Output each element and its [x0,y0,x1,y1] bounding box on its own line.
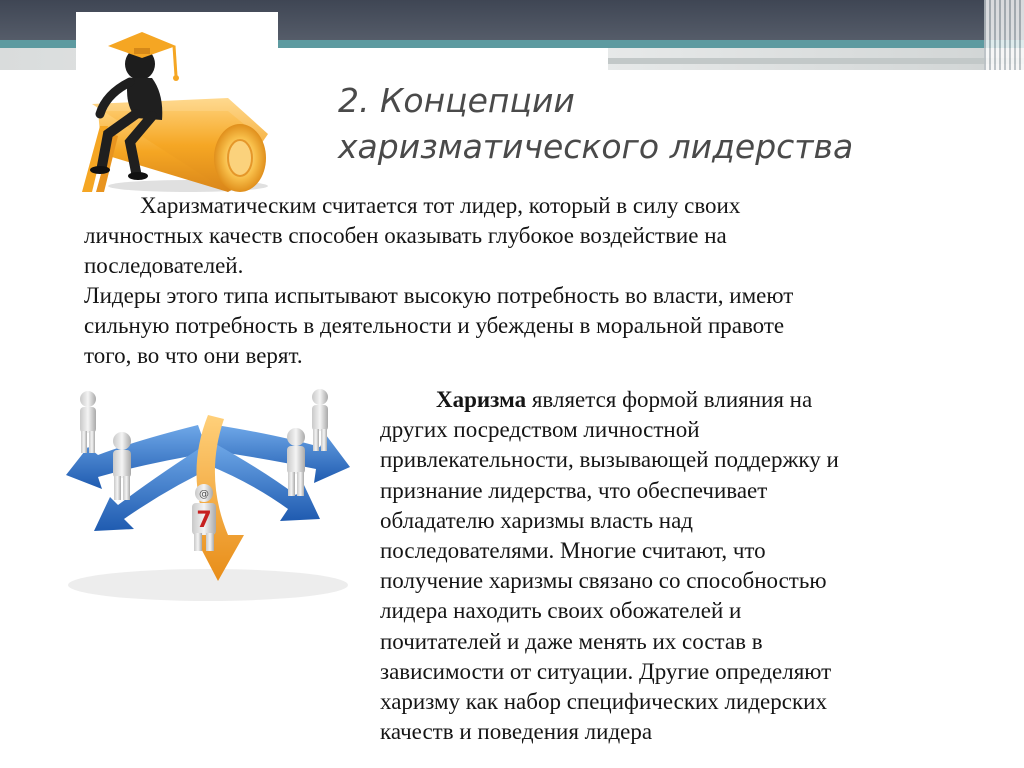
intro-line: личностных качеств способен оказывать глубокое воздействие на [84,223,727,248]
charisma-first-line [380,385,980,415]
arrows-people-icon [58,385,358,610]
charisma-line: других посредством личностной [380,417,700,443]
charisma-line: почитателей и даже менять их состав в [380,628,763,654]
charisma-paragraph [380,385,980,747]
header-grey-stripe-secondary [600,58,1024,64]
svg-text:@: @ [199,489,209,500]
slide-title [338,78,978,170]
intro-paragraph [84,191,984,371]
title-panel [278,48,608,70]
charisma-line: лидера находить своих обожателей и [380,598,742,624]
charisma-line: зависимости от ситуации. Другие определяют [380,658,832,684]
person-figure [80,391,96,453]
badge-number: 7 [196,508,212,533]
charisma-line: является формой влияния на [526,387,813,412]
charisma-line: признание лидерства, что обеспечивает [380,477,768,503]
intro-line: Лидеры этого типа испытывают высокую потребность во власти, имеют [84,283,794,308]
intro-line: того, во что они верят. [84,343,303,368]
charisma-line: качеств и поведения лидера [380,719,653,745]
intro-line: Харизматическим считается тот лидер, который в силу своих [140,193,741,218]
slide-title-line-2: харизматического лидерства [338,127,854,166]
charisma-line: получение харизмы связано со способностью [380,568,827,594]
charisma-line: последователями. Многие считают, что [380,538,766,564]
charisma-line: привлекательности, вызывающей поддержку и [380,447,839,473]
charisma-line: харизму как набор специфических лидерских [380,689,827,715]
charisma-line: обладателю харизмы власть над [380,507,693,533]
intro-line: последователей. [84,253,244,278]
intro-line: сильную потребность в деятельности и убеждены в моральной правоте [84,313,785,338]
graduate-on-diploma-icon [78,16,278,194]
charisma-term: Харизма [436,387,527,412]
slide-title-line-1: 2. Концепции [338,81,575,120]
header-corner-decoration [984,0,1024,70]
